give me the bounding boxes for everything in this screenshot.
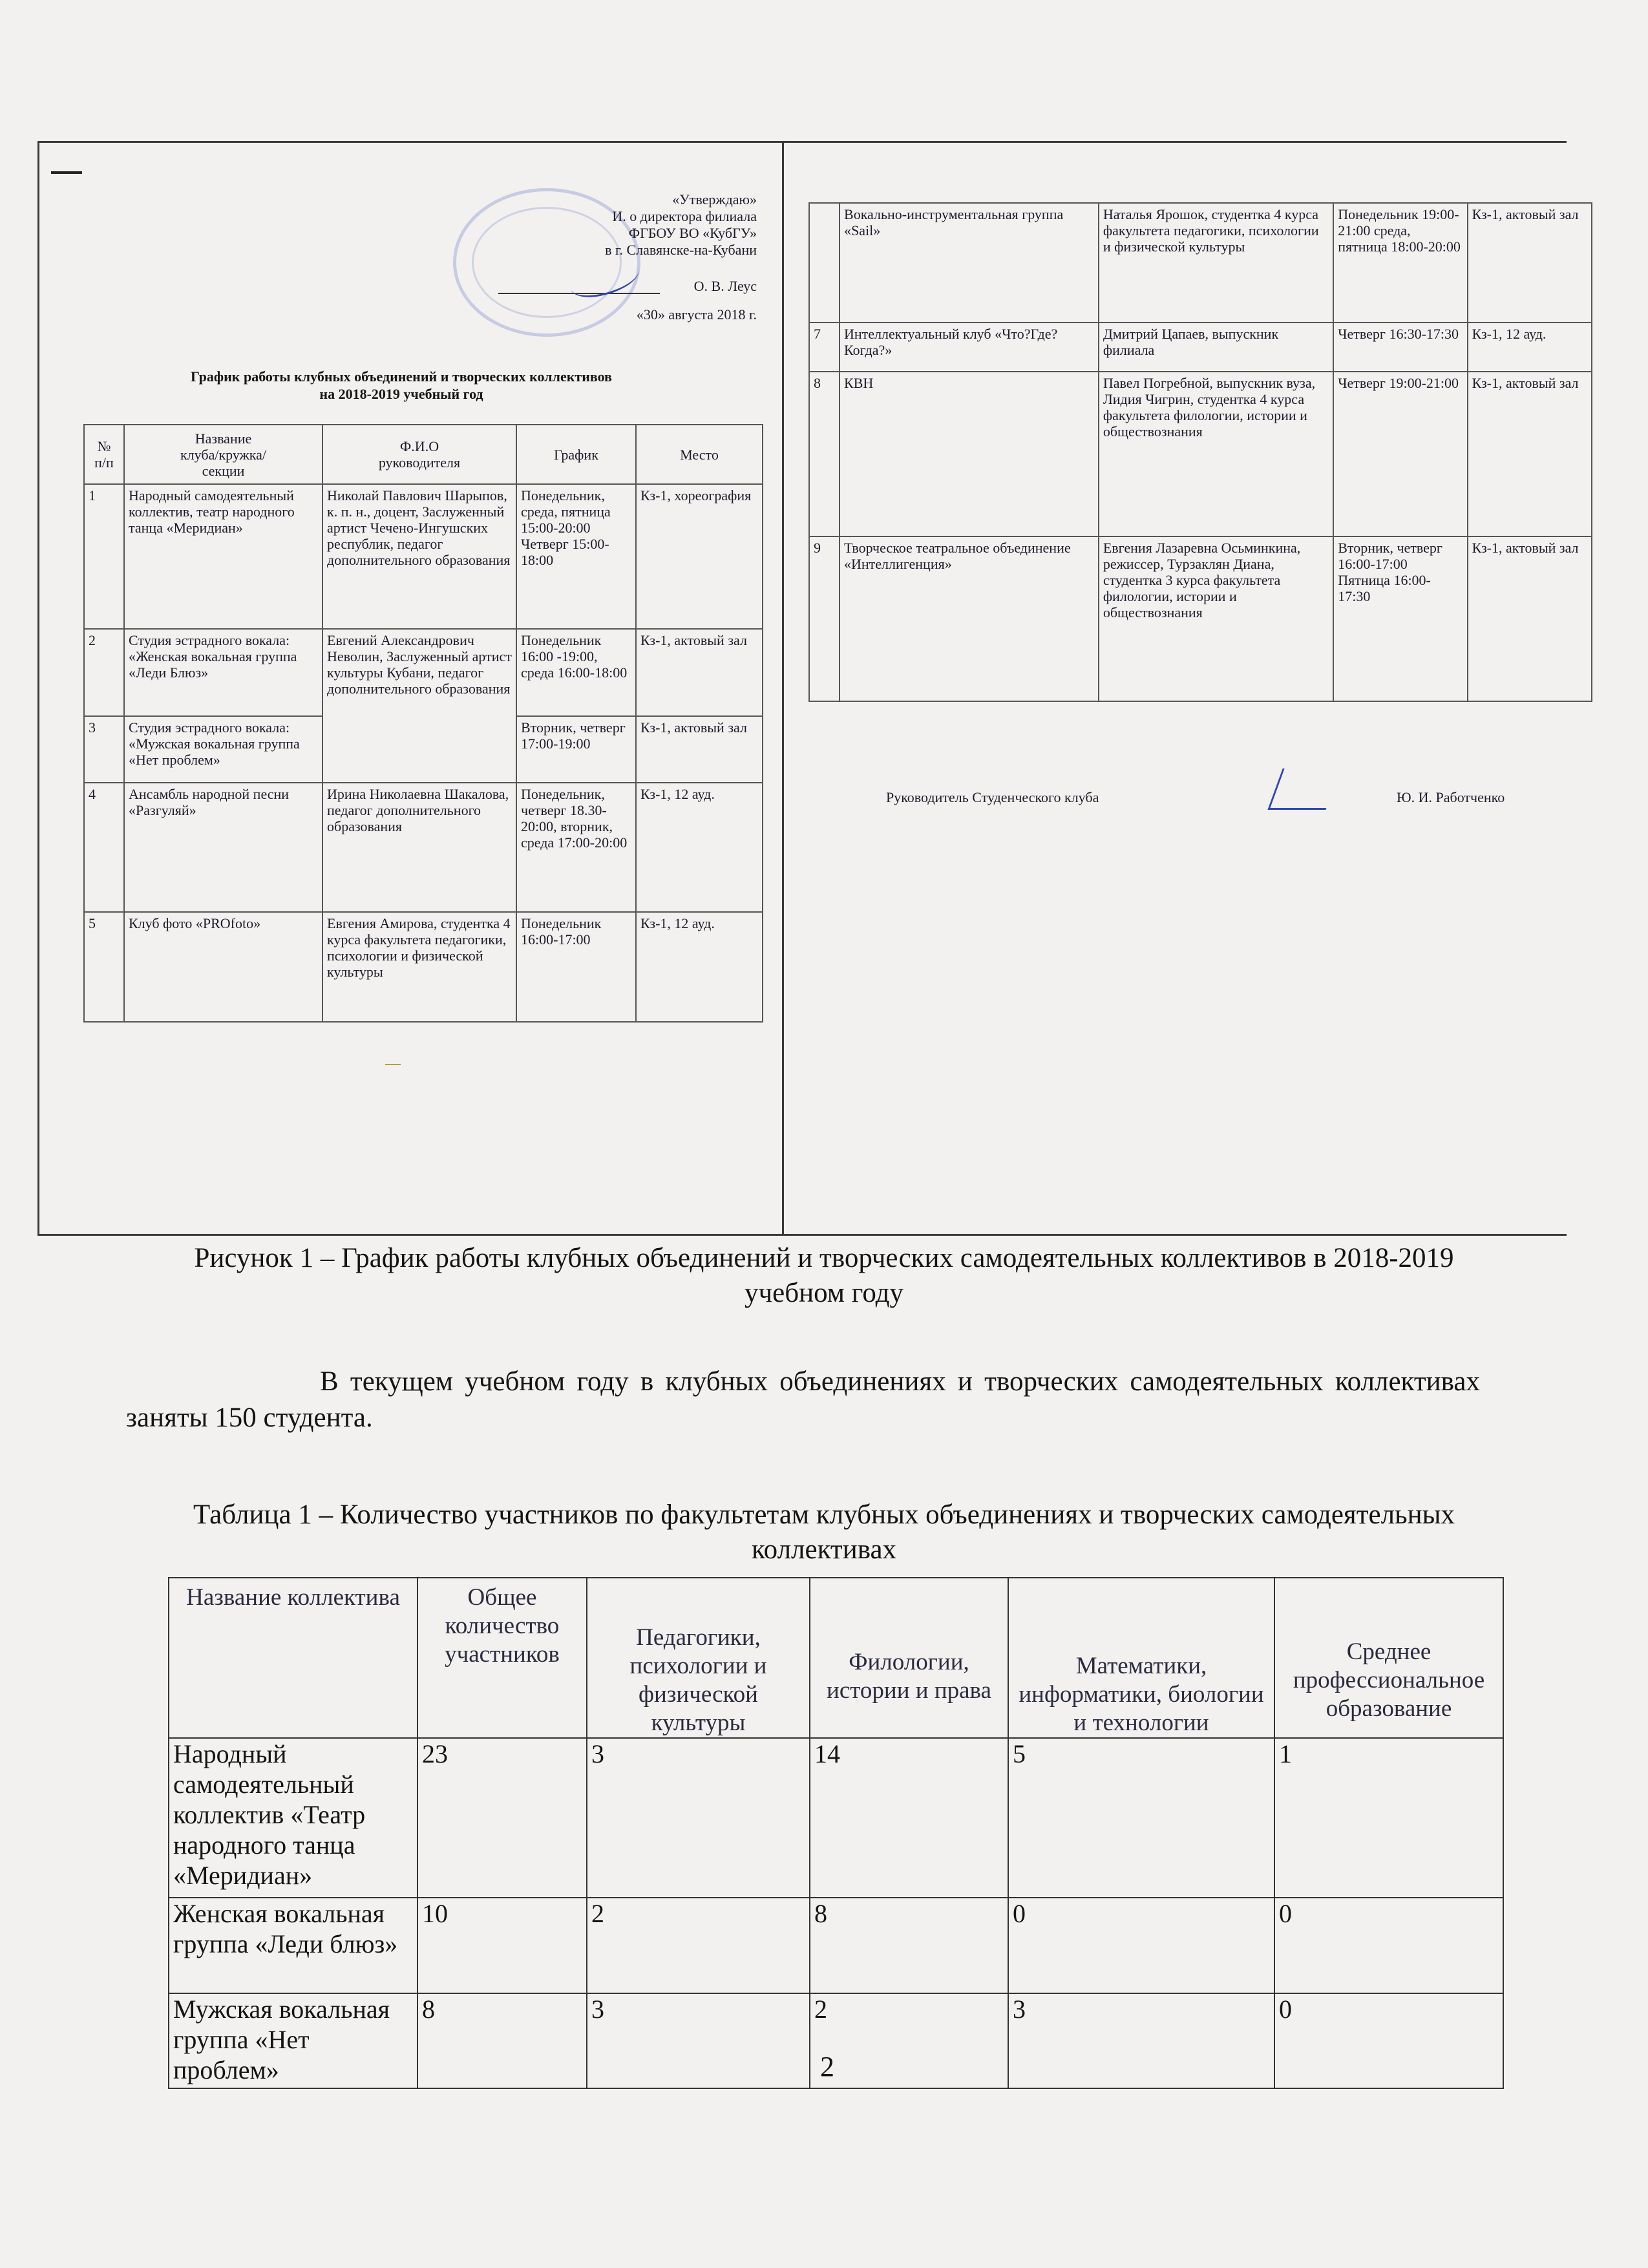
header-number: № п/п [84, 425, 124, 484]
cell-leader: Ирина Николаевна Шакалова, педагог дополнительного образования [322, 783, 516, 912]
page-divider [782, 143, 784, 1234]
header-leader: Ф.И.О руководителя [322, 425, 516, 484]
cell-pedagogy: 3 [587, 1993, 810, 2088]
header-faculty-math: Математики, информатики, биологии и технологии [1008, 1578, 1274, 1738]
table-row [84, 629, 763, 716]
cell-leader: Евгения Амирова, студентка 4 курса факультета педагогики, психологии и физической культуры [322, 912, 516, 1022]
leader-title: Руководитель Студенческого клуба [886, 789, 1099, 805]
cell-philology: 2 [810, 1993, 1008, 2088]
body-paragraph-wrap [126, 1364, 1480, 1436]
cell-club: Творческое театральное объединение «Интеллигенция» [840, 536, 1099, 701]
approval-line-1: «Утверждаю» [672, 191, 757, 207]
cell-math: 0 [1008, 1898, 1274, 1993]
schedule-table-right [808, 202, 1592, 702]
cell-spo: 0 [1274, 1898, 1503, 1993]
cell-collective: Мужская вокальная группа «Нет проблем» [169, 1993, 417, 2088]
cell-leader: Павел Погребной, выпускник вуза, Лидия Чигрин, студентка 4 курса факультета филологии, истории и обществознания [1099, 372, 1333, 536]
cell-club: Вокально-инструментальная группа «Sail» [840, 203, 1099, 323]
table-row [84, 484, 763, 629]
cell-place: Кз-1, 12 ауд. [636, 783, 763, 912]
cell-collective: Женская вокальная группа «Леди блюз» [169, 1898, 417, 1993]
cell-place: Кз-1, актовый зал [1468, 536, 1592, 701]
cell-place: Кз-1, 12 ауд. [636, 912, 763, 1022]
cell-club: Народный самодеятельный коллектив, театр народного танца «Меридиан» [124, 484, 322, 629]
cell-math: 3 [1008, 1993, 1274, 2088]
header-schedule: График [516, 425, 636, 484]
cell-club: Интеллектуальный клуб «Что?Где?Когда?» [840, 323, 1099, 372]
header-faculty-philology: Филологии, истории и права [810, 1578, 1008, 1738]
schedule-header-row [84, 425, 763, 484]
header-club-name: Название клуба/кружка/ секции [124, 425, 322, 484]
cell-leader: Николай Павлович Шарыпов, к. п. н., доцент, Заслуженный артист Чечено-Ингушских республик, педагог дополнительного образования [322, 484, 516, 629]
table-row [809, 323, 1592, 372]
header-place: Место [636, 425, 763, 484]
table-row [84, 783, 763, 912]
cell-schedule: Понедельник 16:00-17:00 [516, 912, 636, 1022]
cell-total: 8 [417, 1993, 587, 2088]
cell-club: Студия эстрадного вокала: «Женская вокальная группа «Леди Блюз» [124, 629, 322, 716]
cell-total: 10 [417, 1898, 587, 1993]
cell-club: КВН [840, 372, 1099, 536]
cell-pedagogy: 2 [587, 1898, 810, 1993]
cell-place: Кз-1, хореография [636, 484, 763, 629]
cell-club: Клуб фото «PROfoto» [124, 912, 322, 1022]
cell-number: 5 [84, 912, 124, 1022]
figure-caption: Рисунок 1 – График работы клубных объединений и творческих самодеятельных коллективов в 2018-2019 учебном году [194, 1243, 1454, 1308]
cell-total: 23 [417, 1738, 587, 1898]
cell-schedule: Четверг 16:30-17:30 [1333, 323, 1467, 372]
cell-schedule: Понедельник 19:00-21:00 среда, пятница 18:00-20:00 [1333, 203, 1467, 323]
cell-club: Ансамбль народной песни «Разгуляй» [124, 783, 322, 912]
scan-mark [385, 1064, 401, 1065]
cell-schedule: Вторник, четверг 16:00-17:00 Пятница 16:00-17:30 [1333, 536, 1467, 701]
cell-place: Кз-1, актовый зал [1468, 203, 1592, 323]
cell-schedule: Понедельник 16:00 -19:00, среда 16:00-18:00 [516, 629, 636, 716]
cell-leader: Евгений Александрович Неволин, Заслуженный артист культуры Кубани, педагог дополнительного образования [322, 629, 516, 783]
cell-place: Кз-1, актовый зал [636, 629, 763, 716]
body-paragraph: В текущем учебном году в клубных объединениях и творческих самодеятельных коллективах заняты 150 студента. [126, 1366, 1480, 1433]
cell-leader: Евгения Лазаревна Осьминкина, режиссер, Турзаклян Диана, студентка 3 курса факультета филологии, истории и обществознания [1099, 536, 1333, 701]
table-row [169, 1898, 1503, 1993]
figure-schedule-scan [37, 141, 1579, 1236]
cell-pedagogy: 3 [587, 1738, 810, 1898]
table-row [84, 912, 763, 1022]
cell-number: 9 [809, 536, 840, 701]
cell-leader: Дмитрий Цапаев, выпускник филиала [1099, 323, 1333, 372]
cell-collective: Народный самодеятельный коллектив «Театр народного танца «Меридиан» [169, 1738, 417, 1898]
leader-name: Ю. И. Работченко [1397, 789, 1505, 805]
cell-number: 8 [809, 372, 840, 536]
header-faculty-spo: Среднее профессиональное образование [1274, 1578, 1503, 1738]
club-leader-signoff [847, 783, 1526, 821]
cell-number [809, 203, 840, 323]
cell-philology: 8 [810, 1898, 1008, 1993]
approval-line-4: в г. Славянске-на-Кубани [605, 242, 757, 258]
cell-place: Кз-1, актовый зал [1468, 372, 1592, 536]
cell-number: 3 [84, 716, 124, 783]
header-total: Общее количество участников [417, 1578, 587, 1738]
approval-signature-name: О. В. Леус [693, 278, 757, 294]
table-caption: Таблица 1 – Количество участников по факультетам клубных объединениях и творческих самодеятельных коллективах [193, 1500, 1455, 1565]
corner-mark [51, 171, 82, 174]
participants-header-row [169, 1578, 1503, 1738]
header-collective-name: Название коллектива [169, 1578, 417, 1738]
participants-table [168, 1577, 1504, 2089]
page-number: 2 [820, 2051, 834, 2083]
approval-line-3: ФГБОУ ВО «КубГУ» [628, 225, 757, 241]
cell-club: Студия эстрадного вокала: «Мужская вокальная группа «Нет проблем» [124, 716, 322, 783]
table-row [809, 536, 1592, 701]
cell-spo: 0 [1274, 1993, 1503, 2088]
schedule-table-left [83, 424, 763, 1023]
cell-number: 1 [84, 484, 124, 629]
approval-date: «30» августа 2018 г. [636, 306, 757, 323]
cell-place: Кз-1, актовый зал [636, 716, 763, 783]
cell-schedule: Понедельник, среда, пятница 15:00-20:00 Четверг 15:00-18:00 [516, 484, 636, 629]
cell-math: 5 [1008, 1738, 1274, 1898]
cell-schedule: Четверг 19:00-21:00 [1333, 372, 1467, 536]
cell-schedule: Понедельник, четверг 18.30-20:00, вторник, среда 17:00-20:00 [516, 783, 636, 912]
cell-number: 2 [84, 629, 124, 716]
table-row [169, 1738, 1503, 1898]
header-faculty-pedagogy: Педагогики, психологии и физической культуры [587, 1578, 810, 1738]
cell-philology: 14 [810, 1738, 1008, 1898]
cell-number: 4 [84, 783, 124, 912]
schedule-title: График работы клубных объединений и творческих коллективов на 2018-2019 учебный год [191, 368, 612, 402]
cell-spo: 1 [1274, 1738, 1503, 1898]
cell-place: Кз-1, 12 ауд. [1468, 323, 1592, 372]
cell-number: 7 [809, 323, 840, 372]
cell-schedule: Вторник, четверг 17:00-19:00 [516, 716, 636, 783]
approval-line-2: И. о директора филиала [612, 208, 757, 224]
table-row [809, 372, 1592, 536]
table-row [809, 203, 1592, 323]
approval-block [460, 191, 757, 323]
cell-leader: Наталья Ярошок, студентка 4 курса факультета педагогики, психологии и физической культуры [1099, 203, 1333, 323]
